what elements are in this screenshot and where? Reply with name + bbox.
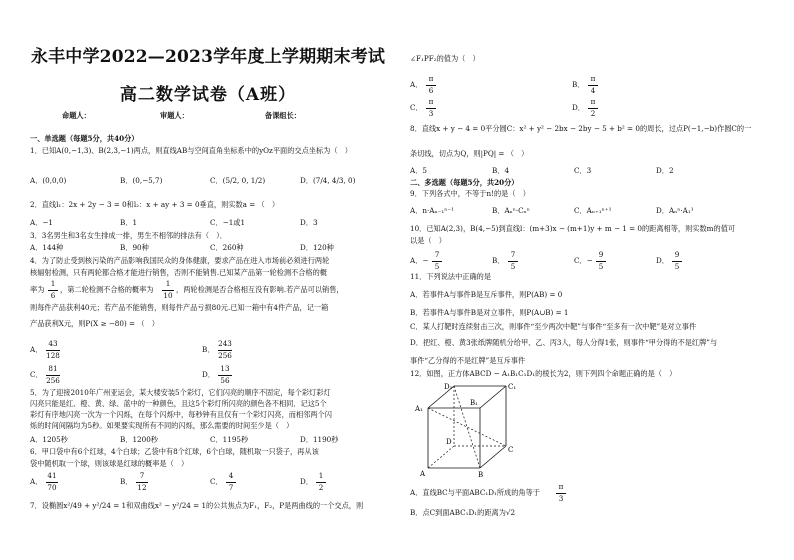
q6-option-a-num: 41 [47,471,57,480]
q11-option-d-line2: 事件“乙分得的不是红牌”是互斥事件 [410,356,526,365]
q4-option-d-den: 56 [218,375,232,385]
q4-line3-b: ，第二轮检测不合格的概率为 [60,285,154,294]
q4-line1: 4．为了防止受到核污染的产品影响我国民众的身体健康，要求产品在进入市场前必须进行两轮 [30,256,330,265]
q8-option-d: D．2 [656,166,674,175]
q10-line1: 10．已知A(2,3)，B(4,−5)到直线l：(m+3)x − (m+1)y + m − 1 = 0的距离相等，则实数m的值可 [410,224,736,233]
section-multiple-choice: 二、多选题（每题5分，共20分） [410,178,519,187]
q7-stem: 7．设椭圆x²/49 + y²/24 = 1和双曲线x² − y²/24 = 1的公共焦点为F₁，F₂，P是两曲线的一个交点，则 [30,501,364,510]
q7-option-b-num: π [590,74,596,83]
q12-option-a-den: 3 [556,493,566,503]
q4-frac2-num: 1 [165,279,171,288]
q11-option-a: A．若事件A与事件B是互斥事件，则P(AB) = 0 [410,290,563,299]
q10-option-c-num: 9 [598,250,604,259]
q6-line2: 袋中随机取一个球，则该球是红球的概率是（ ） [30,459,189,468]
label-b1: B₁ [470,399,478,407]
q1-option-b: B．(0,−5,7) [120,176,163,185]
q4-option-d-letter: D． [202,370,215,379]
q6-option-c-num: 4 [228,471,234,480]
right-column [410,0,770,560]
q8-option-c: C．3 [574,166,592,175]
q10-option-a-den: 5 [432,261,442,271]
q1-stem: 1．已知A(0,−1,3)、B(2,3,−1)两点，则直线AB与空间直角坐标系中的yOz平面的交点坐标为（ ） [30,146,352,155]
label-d: D [446,438,452,446]
q9-option-d: D．Aₙⁿ·A₁¹ [656,206,694,215]
q10-option-a-letter: A．− [410,256,429,265]
q7-option-a-num: π [428,74,434,83]
q5-option-a: A．1205秒 [30,435,68,444]
proposer-label: 命题人： [62,111,91,120]
q1-option-c: C．(5/2, 0, 1/2) [210,176,266,185]
q4-option-b-den: 256 [218,351,232,360]
q4-option-c-den: 256 [46,376,60,385]
q5-line2: 闪亮只能是红、橙、黄、绿、蓝中的一种颜色，且这5个彩灯所闪亮的颜色各不相同．记这5个 [30,399,327,408]
q7-continued: ∠F₁PF₂的值为（ ） [410,54,480,63]
q4-option-b-num: 243 [218,339,232,348]
q4-frac1-num: 1 [50,279,56,288]
leader-label: 备课组长： [265,111,301,120]
q3-option-a: A．144种 [30,243,64,252]
q2-option-c: C．−1或1 [210,218,246,227]
q6-option-b-letter: B． [120,477,133,486]
diag-a1-c [428,408,506,446]
q7-option-c-num: π [428,97,434,106]
q8-line2: 条切线，切点为Q，则|PQ| = （ ） [410,149,529,158]
q7-option-b-letter: B． [572,80,585,89]
q4-option-a-letter: A． [30,345,43,354]
section-single-choice: 一、单选题（每题5分，共40分） [30,134,139,143]
q10-option-c-den: 5 [596,261,606,271]
label-d1: D₁ [444,383,453,391]
label-c1: C₁ [508,383,517,391]
q6-option-c-letter: C． [210,477,223,486]
q4-line4: 则每件产品获利40元；若产品不能销售，则每件产品亏损80元.已知一箱中有4件产品，记一箱 [30,303,329,312]
q4-option-c-letter: C． [30,370,43,379]
q10-option-d-letter: D． [656,256,669,265]
q8-line1: 8．直线x + y − 4 = 0平分圆C：x² + y² − 2bx − 2by − 5 + b² = 0的周长，过点P(−1,−b)作圆C的一 [410,124,752,133]
q4-line3-c: ，两轮检测是否合格相互没有影响.若产品可以销售， [176,285,344,294]
q3-option-c: C．260种 [210,243,244,252]
q11-option-c: C．某人打靶时连续射击三次，则事件“至少两次中靶”与事件“至多有一次中靶”是对立事件 [410,322,697,331]
q3-option-d: D．120种 [300,243,334,252]
edge-b-c [480,446,506,468]
q8-option-b: B．4 [492,166,510,175]
q10-option-c-letter: C．− [574,256,593,265]
q6-option-a-letter: A． [30,477,43,486]
q12-option-a: A．直线BC与平面ABC₁D₁所成的角等于 [410,488,540,497]
q6-option-c-den: 7 [226,482,236,492]
q9-option-c: C．Aₙ₊₁ⁿ⁺¹ [574,206,612,215]
q3-stem: 3．3名男生和3名女生排成一排，男生不相邻的排法有（ ）． [30,231,227,240]
q5-line1: 5．为了迎接2010年广州亚运会，某大楼安装5个彩灯，它们闪亮的顺序不固定，每个彩灯彩灯 [30,388,331,397]
q7-option-d-den: 2 [588,108,598,118]
q5-option-b: B．1200秒 [120,435,158,444]
q4-line5: 产品获利X元，则P(X ≥ −80) = （ ） [30,319,159,328]
q11-option-b: B．若事件A与事件B是对立事件，则P(A∪B) = 1 [410,308,569,317]
q10-option-a-num: 7 [434,250,440,259]
cube-figure [412,380,522,480]
q7-option-b-den: 4 [588,85,598,95]
q10-line2: 以是（ ） [410,236,446,245]
exam-title: 永丰中学2022—2023学年度上学期期末考试 [30,47,386,67]
q5-option-c: C．1195秒 [210,435,249,444]
q7-option-d-letter: D． [572,103,585,112]
q4-option-a-den: 128 [46,351,60,360]
q7-option-d-num: π [590,97,596,106]
q4-option-c-num: 81 [48,364,58,373]
q6-option-b-num: 7 [139,471,145,480]
label-a1: A₁ [415,405,423,413]
q6-option-d-num: 1 [318,471,324,480]
label-a: A [420,470,426,478]
q1-option-a: A．(0,0,0) [30,176,67,185]
q10-option-d-num: 9 [674,250,680,259]
q4-option-b-letter: B． [202,345,215,354]
q9-stem: 9．下列各式中，不等于n!的是（ ） [410,189,530,198]
q12-stem: 12．如图，正方体ABCD − A₁B₁C₁D₁的棱长为2，则下列四个命题正确的是（ ） [410,369,677,378]
q3-option-b: B．90种 [120,243,149,252]
q10-option-d-den: 5 [672,261,682,271]
q7-option-c-den: 3 [426,108,436,118]
q11-stem: 11．下列说法中正确的是 [410,272,492,281]
q10-option-b-letter: B． [492,256,505,265]
q1-option-d: D．(7/4, 4/3, 0) [300,176,356,185]
q4-option-a-num: 43 [48,339,58,348]
q6-option-d-letter: D． [300,477,313,486]
q6-option-d-den: 2 [316,482,326,492]
q5-option-d: D．1190秒 [300,435,339,444]
q2-option-d: D．3 [300,218,318,227]
q4-line2: 核辐射检测，只有两轮都合格才能进行销售，否则不能销售.已知某产品第一轮检测不合格的概 [30,268,327,277]
q2-option-b: B．1 [120,218,138,227]
edge-b1-c1 [480,386,506,408]
q4-frac1-den: 6 [48,290,58,300]
q9-option-a: A．n·Aₙ₋₁ⁿ⁻¹ [410,206,455,215]
q7-option-a-letter: A． [410,80,423,89]
reviewer-label: 审题人： [160,111,189,120]
q9-option-b: B．Aₙⁿ·Cₙⁿ [492,206,530,215]
q7-option-c-letter: C． [410,103,423,112]
q2-stem: 2．直线l₁：2x + 2y − 3 = 0和l₂：x + ay + 3 = 0垂直，则实数a = （ ） [30,200,280,209]
q6-option-a-den: 70 [47,483,57,492]
left-column [30,0,386,560]
q4-option-d-num: 13 [220,364,230,373]
q10-option-b-num: 7 [510,250,516,259]
q7-option-a-den: 6 [426,85,436,95]
edge-a-d [428,446,454,468]
q11-option-d-line1: D．把红、橙、黄3张纸牌随机分给甲、乙、丙3人，每人分得1张，则事件“甲分得的不是红牌”与 [410,338,718,347]
q10-option-b-den: 5 [508,261,518,271]
q2-option-a: A．−1 [30,218,53,227]
q12-option-a-num: π [558,482,564,491]
exam-subtitle: 高二数学试卷（A班） [119,85,297,105]
q4-frac2-den: 10 [163,291,173,300]
q8-option-a: A．5 [410,166,427,175]
q12-option-b: B．点C到面ABC₁D₁的距离为√2 [410,508,516,517]
q5-line3: 彩灯有序地闪亮一次为一个闪烁，在每个闪烁中，每秒钟有且仅有一个彩灯闪亮，而相邻两个闪 [30,410,332,419]
label-c: C [508,446,514,454]
q5-line4: 烁的时间间隔均为5秒。如果要实现所有不同的闪烁，那么需要的时间至少是（ ） [30,421,294,430]
q4-line3-a: 率为 [30,285,45,294]
q6-option-b-den: 12 [137,483,147,492]
q6-line1: 6．甲口袋中有6个红球，4个白球；乙袋中有8个红球，6个白球，随机取一只袋子，再从该 [30,447,319,456]
label-b: B [478,471,484,479]
